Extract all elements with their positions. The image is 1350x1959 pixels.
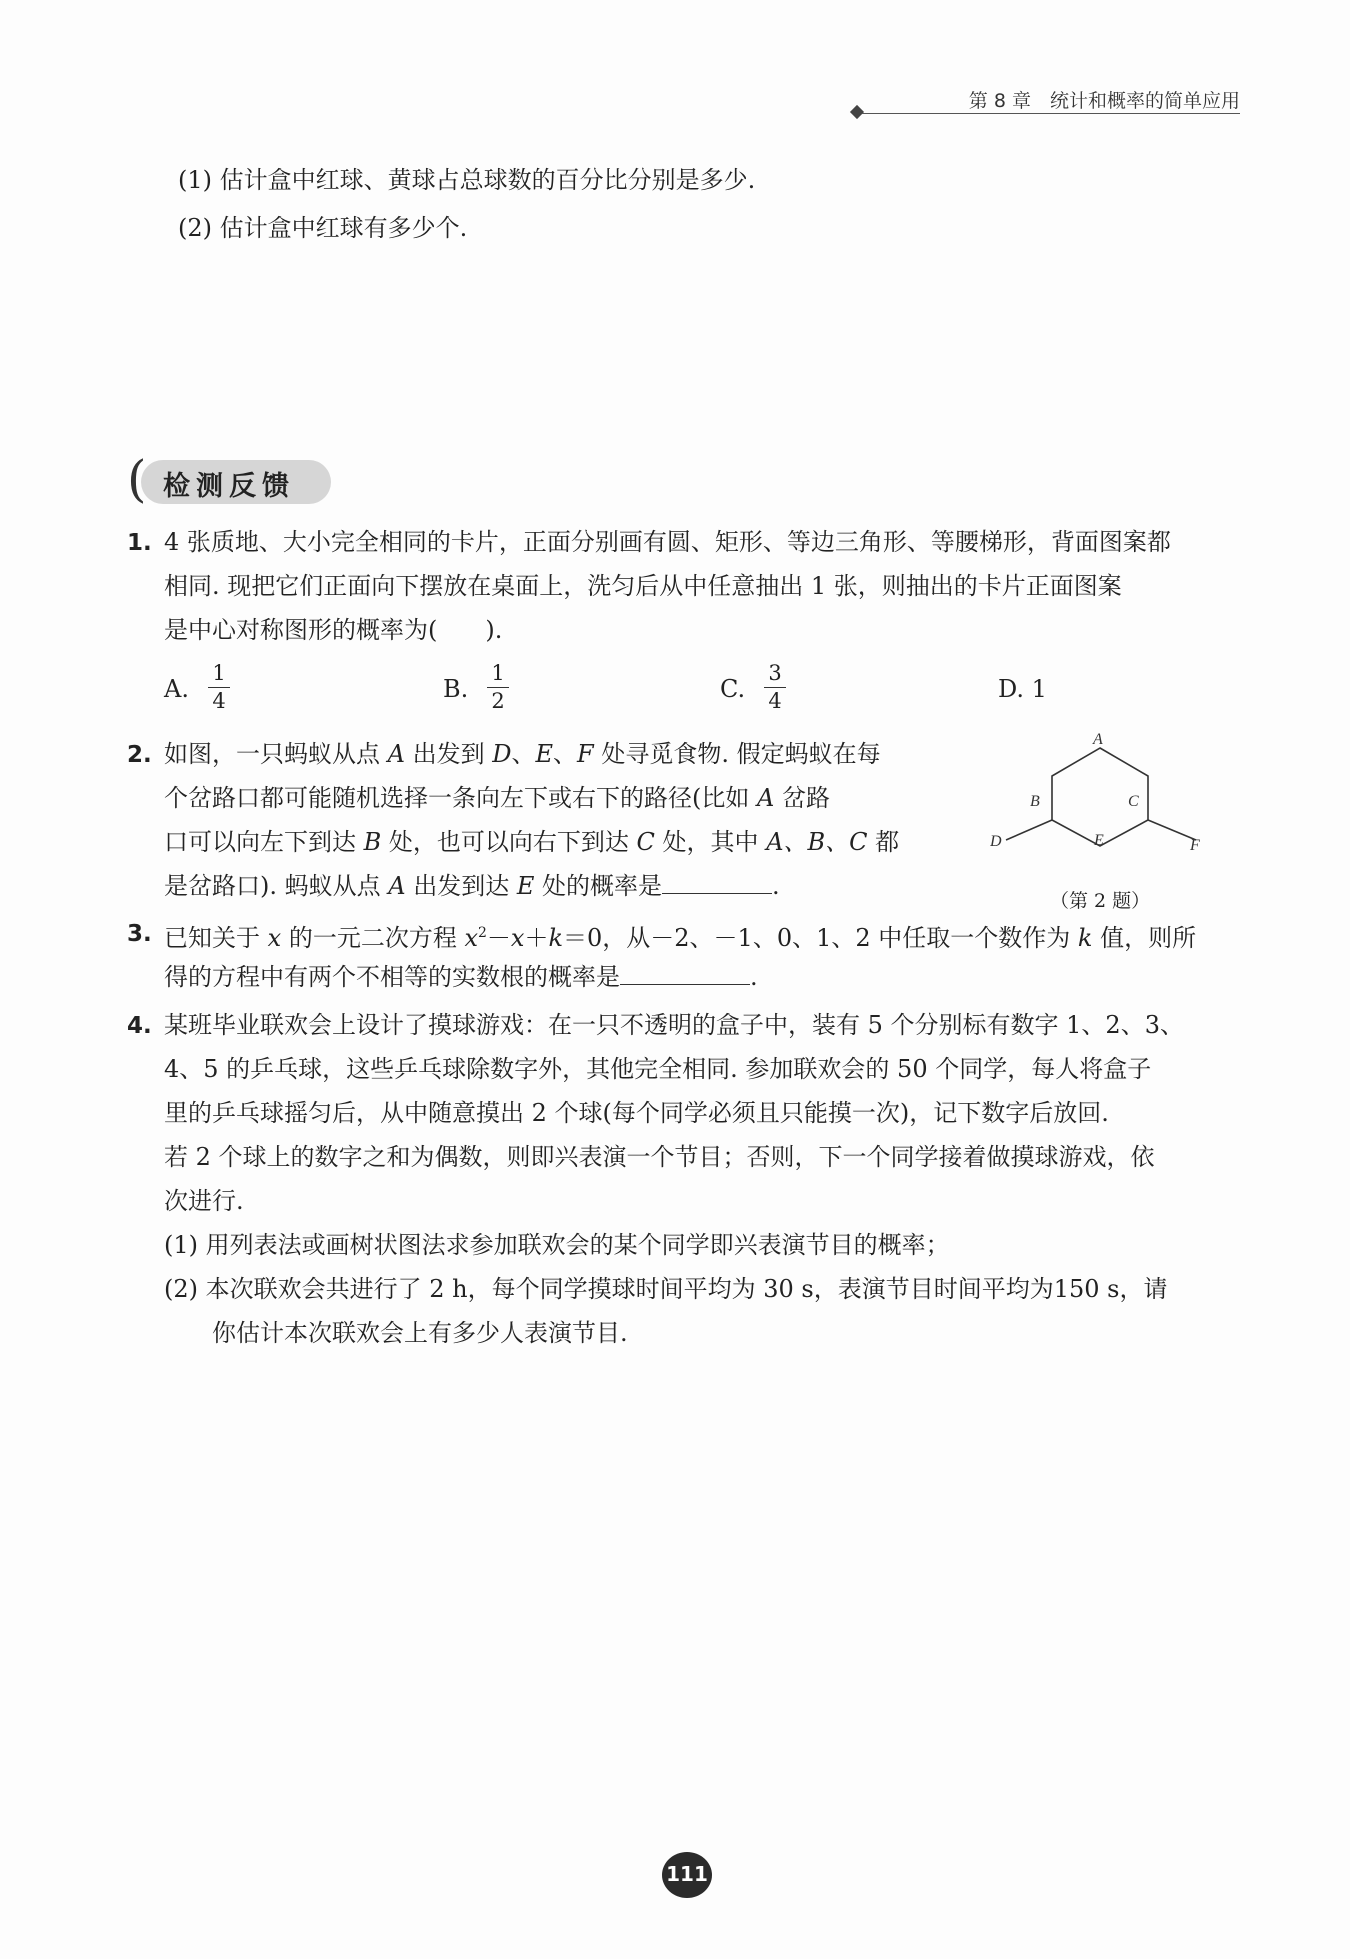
problem-4-line-2: 4、5 的乒乓球，这些乒乓球除数字外，其他完全相同. 参加联欢会的 50 个同学，每人将盒子 (164, 1055, 1152, 1083)
figure-ant-paths (990, 728, 1230, 913)
chapter-title: 第 8 章 统计和概率的简单应用 (968, 90, 1240, 112)
problem-4-line-3: 里的乒乓球摇匀后，从中随意摸出 2 个球(每个同学必须且只能摸一次)，记下数字后放回. (164, 1099, 1109, 1127)
page: 第 8 章 统计和概率的简单应用 (1) 估计盒中红球、黄球占总球数的百分比分别是多少. (2) 估计盒中红球有多少个. ( 检测反馈 1. 4 张质地、大小完全相同的卡片，正面分别画有圆、矩形、等边三角形、等腰梯形，背面图案都 相同. 现把它们正面向下摆放在桌面上，洗匀后从中任意抽出 1 张，则抽出的卡片正面图案 是中心对称图形的概率为( ). A. 1 4 B. 1 2 C. 3 4 D. 1 2. 如图，一只蚂蚁从点 A 出发到 D、E、F 处寻觅食物. 假定蚂蚁在每 个岔路口都可能随机选择一条向左下或右下的路径(比如 A 岔路 口可以向左下到达 B 处，也可以向右下到达 C 处，其中 A、B、C 都 是岔路口). 蚂蚁从点 A 出发到达 E 处的概率是 . A B C D E F （第 2 题） 3. 已知关于 x 的一元二次方程 $x^2-x+k=0$，从－2、－1、0、1、2 中任取一个数作为 k 值，则所 得的方程中有两个不相等的实数根的概率是 . 4. 某班毕业联欢会上设计了摸球游戏：在一只不透明的盒子中，装有 5 个分别标有数字 1、2、3、 4、5 的乒乓球，这些乒乓球除数字外，其他完全相同. 参加联欢会的 50 个同学，每人将盒子 里的乒乓球摇匀后，从中随意摸出 2 个球(每个同学必须且只能摸一次)，记下数字后放回. 若 2 个球上的数字之和为偶数，则即兴表演一个节目；否则，下一个同学接着做摸球游戏，依 次进行. (1) 用列表法或画树状图法求参加联欢会的某个同学即兴表演节目的概率； (2) 本次联欢会共进行了 2 h，每个同学摸球时间平均为 30 s，表演节目时间平均为150 s，请 你估计本次联欢会上有多少人表演节目. 111 (0, 0, 1350, 1959)
problem-2-line-4: 是岔路口). 蚂蚁从点 A 出发到达 E 处的概率是 . (164, 872, 780, 900)
diamond-icon (850, 105, 864, 119)
label-f: F (1190, 837, 1200, 854)
label-e: E (1094, 832, 1104, 849)
figure-caption: （第 2 题） (1050, 890, 1151, 912)
problem-3-number: 3. (127, 921, 152, 947)
problem-1-number: 1. (127, 530, 152, 556)
problem-4-sub-1: (1) 用列表法或画树状图法求参加联欢会的某个同学即兴表演节目的概率； (164, 1231, 950, 1259)
running-header (840, 86, 1240, 116)
problem-1-line-2: 相同. 现把它们正面向下摆放在桌面上，洗匀后从中任意抽出 1 张，则抽出的卡片正面图案 (164, 572, 1122, 600)
answer-blank-3[interactable] (620, 962, 750, 985)
label-d: D (990, 833, 1002, 850)
problem-3-line-2: 得的方程中有两个不相等的实数根的概率是 . (164, 963, 758, 991)
problem-2-line-3: 口可以向左下到达 B 处，也可以向右下到达 C 处，其中 A、B、C 都 (164, 828, 900, 856)
path-b-to-d (1006, 820, 1052, 840)
prev-question-1: (1) 估计盒中红球、黄球占总球数的百分比分别是多少. (178, 166, 756, 194)
label-b: B (1030, 793, 1040, 810)
problem-4-line-5: 次进行. (164, 1187, 244, 1215)
label-c: C (1128, 793, 1139, 810)
page-number: 111 (666, 1862, 708, 1886)
option-b-fraction: 1 2 (487, 660, 509, 715)
page-number-badge (662, 1852, 712, 1898)
problem-2-line-1: 如图，一只蚂蚁从点 A 出发到 D、E、F 处寻觅食物. 假定蚂蚁在每 (164, 740, 881, 768)
label-a: A (1093, 731, 1103, 748)
prev-question-2: (2) 估计盒中红球有多少个. (178, 214, 468, 242)
answer-blank-2[interactable] (662, 871, 772, 894)
problem-4-line-4: 若 2 个球上的数字之和为偶数，则即兴表演一个节目；否则，下一个同学接着做摸球游戏，依 (164, 1143, 1155, 1171)
section-heading-bracket: ( (127, 450, 147, 508)
header-rule (862, 113, 1240, 114)
problem-4-line-1: 某班毕业联欢会上设计了摸球游戏：在一只不透明的盒子中，装有 5 个分别标有数字 1、2、3、 (164, 1011, 1184, 1039)
problem-2-line-2: 个岔路口都可能随机选择一条向左下或右下的路径(比如 A 岔路 (164, 784, 830, 812)
problem-2-number: 2. (127, 742, 152, 768)
path-c-to-f (1148, 820, 1196, 840)
ant-path-diagram (990, 728, 1230, 888)
problem-4-sub-2a: (2) 本次联欢会共进行了 2 h，每个同学摸球时间平均为 30 s，表演节目时间平均为150 s，请 (164, 1275, 1168, 1303)
section-heading (127, 450, 332, 508)
problem-1-line-1: 4 张质地、大小完全相同的卡片，正面分别画有圆、矩形、等边三角形、等腰梯形，背面图案都 (164, 528, 1171, 556)
option-c-fraction: 3 4 (764, 660, 786, 715)
problem-1-line-3: 是中心对称图形的概率为( ). (164, 616, 503, 644)
problem-4-number: 4. (127, 1013, 152, 1039)
section-heading-text: 检测反馈 (163, 471, 295, 502)
problem-4-sub-2b: 你估计本次联欢会上有多少人表演节目. (212, 1319, 628, 1347)
problem-3-line-1: 已知关于 x 的一元二次方程 $x^2-x+k=0$，从－2、－1、0、1、2 中任取一个数作为 k 值，则所 (164, 924, 1197, 952)
option-a-fraction: 1 4 (208, 660, 230, 715)
